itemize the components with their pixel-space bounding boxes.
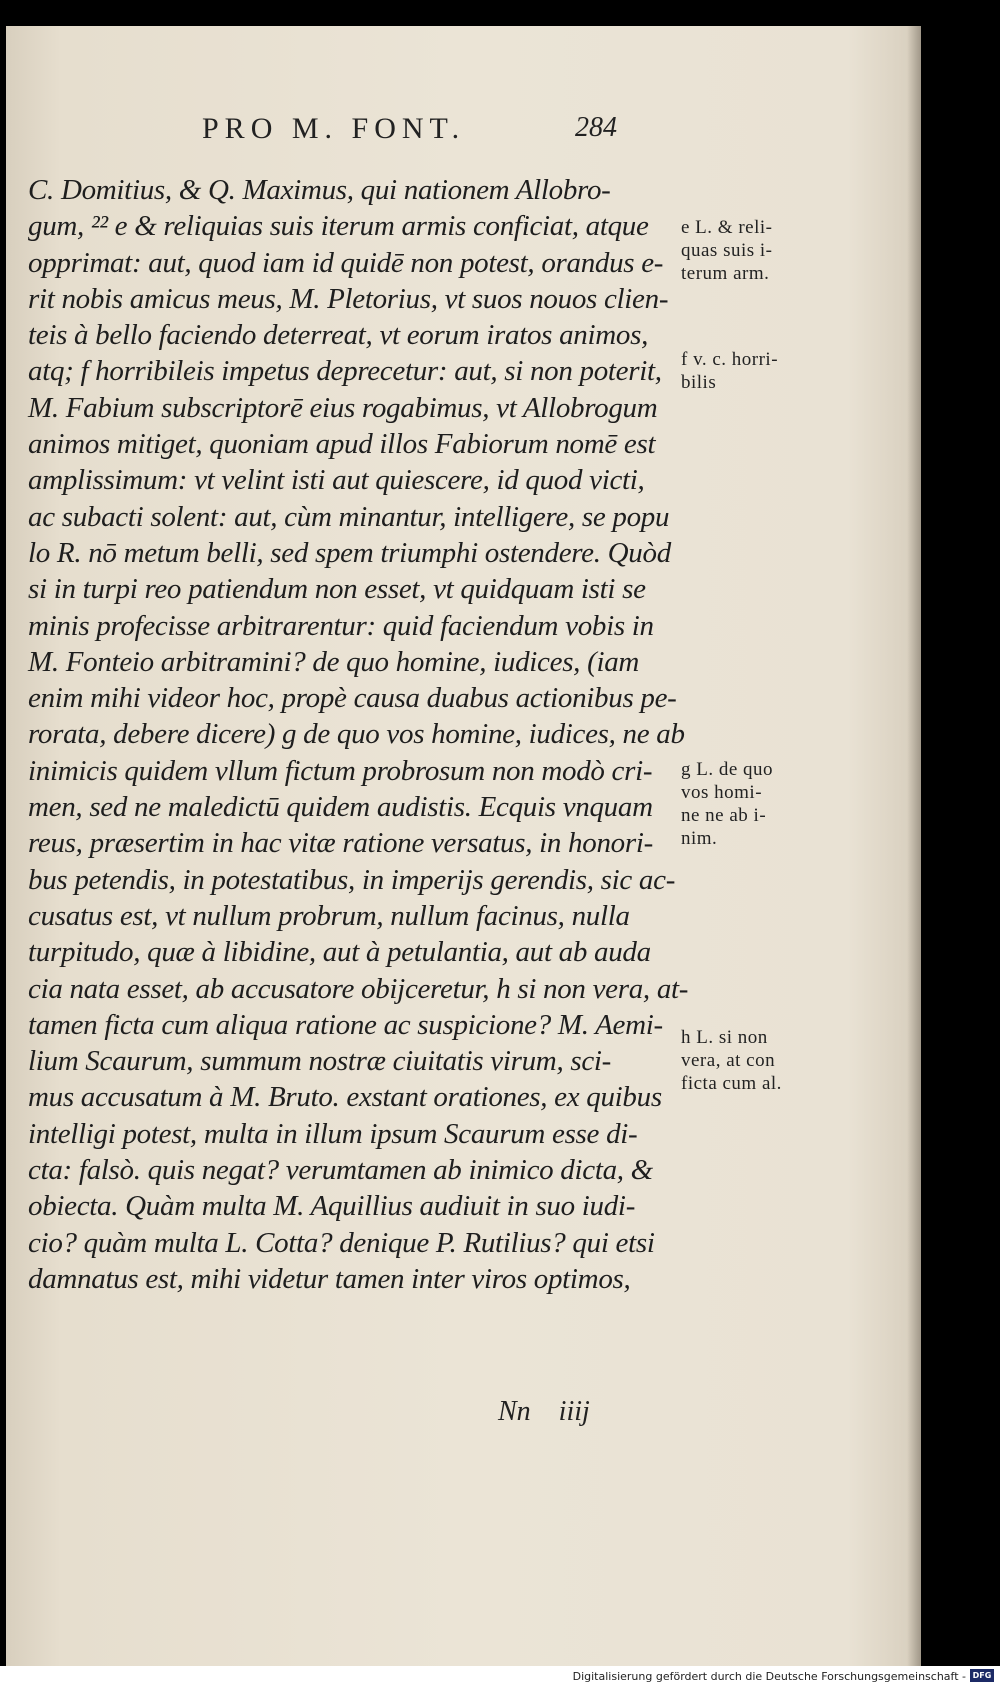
text-line: enim mihi videor hoc, propè causa duabus actionibus pe- [28, 682, 677, 715]
text-line: teis à bello faciendo deterreat, vt eorum iratos animos, [28, 319, 649, 352]
text-line: ac subacti solent: aut, cùm minantur, intelligere, se popu [28, 500, 670, 533]
marginal-note-g: g L. de quo vos homi- ne ne ab i- nim. [681, 759, 774, 849]
text-line: amplissimum: vt velint isti aut quiescere, id quod victi, [28, 464, 645, 497]
text-line: obiecta. Quàm multa M. Aquillius audiuit in suo iudi- [28, 1190, 636, 1223]
text-line: rorata, debere dicere) g de quo vos homine, iudices, ne ab [28, 718, 685, 751]
text-line: reus, præsertim in hac vitæ ratione versatus, in honori- [28, 827, 653, 860]
text-line: lium Scaurum, summum nostræ ciuitatis virum, sci- [28, 1045, 612, 1078]
page-number: 284 [575, 112, 617, 143]
text-line: cta: falsò. quis negat? verumtamen ab inimico dicta, & [28, 1154, 653, 1187]
text-line: cia nata esset, ab accusatore obijceretur, h si non vera, at- [28, 972, 689, 1005]
text-line: cusatus est, vt nullum probrum, nullum facinus, nulla [28, 899, 630, 932]
text-line: opprimat: aut, quod iam id quidē non potest, orandus e- [28, 246, 664, 279]
text-line: men, sed ne maledictū quidem audistis. Ecquis vnquam [28, 791, 653, 824]
text-line: inimicis quidem vllum fictum probrosum non modò cri- [28, 754, 653, 787]
text-line: minis profecisse arbitrarentur: quid faciendum vobis in [28, 609, 654, 642]
text-line: cio? quàm multa L. Cotta? denique P. Rutilius? qui etsi [28, 1226, 655, 1259]
funding-credit: Digitalisierung gefördert durch die Deutsche Forschungsgemeinschaft - [572, 1670, 966, 1683]
text-line: turpitudo, quæ à libidine, aut à petulantia, aut ab auda [28, 936, 651, 969]
text-line: rit nobis amicus meus, M. Pletorius, vt suos nouos clien- [28, 282, 669, 315]
signature-mark: Nn iiij [498, 1396, 590, 1427]
text-line: M. Fonteio arbitramini? de quo homine, iudices, (iam [28, 645, 640, 678]
marginal-note-h: h L. si non vera, at con ficta cum al. [681, 1027, 782, 1094]
dfg-logo-icon: DFG [970, 1669, 994, 1682]
text-line: C. Domitius, & Q. Maximus, qui nationem Allobro- [28, 174, 611, 206]
text-line: atq; f horribileis impetus deprecetur: aut, si non poterit, [28, 355, 662, 388]
text-line: gum, ²² e & reliquias suis iterum armis conficiat, atque [28, 210, 649, 243]
text-line: animos mitiget, quoniam apud illos Fabiorum nomē est [28, 428, 656, 461]
text-line: tamen ficta cum aliqua ratione ac suspicione? M. Aemi- [28, 1008, 663, 1041]
text-line: intelligi potest, multa in illum ipsum Scaurum esse di- [28, 1117, 638, 1150]
running-head: PRO M. FONT. [202, 112, 466, 145]
text-line: lo R. nō metum belli, sed spem triumphi ostendere. Quòd [28, 536, 671, 569]
text-line: mus accusatum à M. Bruto. exstant orationes, ex quibus [28, 1081, 662, 1114]
body-text [28, 172, 689, 1297]
marginal-note-e: e L. & reli- quas suis i- terum arm. [681, 217, 773, 284]
book-page [6, 26, 921, 1666]
text-line: M. Fabium subscriptorē eius rogabimus, vt Allobrogum [28, 391, 658, 424]
marginal-note-f: f v. c. horri- bilis [681, 349, 779, 393]
text-line: bus petendis, in potestatibus, in imperijs gerendis, sic ac- [28, 863, 676, 896]
text-line: si in turpi reo patiendum non esset, vt quidquam isti se [28, 573, 646, 606]
text-line: damnatus est, mihi videtur tamen inter viros optimos, [28, 1262, 631, 1295]
